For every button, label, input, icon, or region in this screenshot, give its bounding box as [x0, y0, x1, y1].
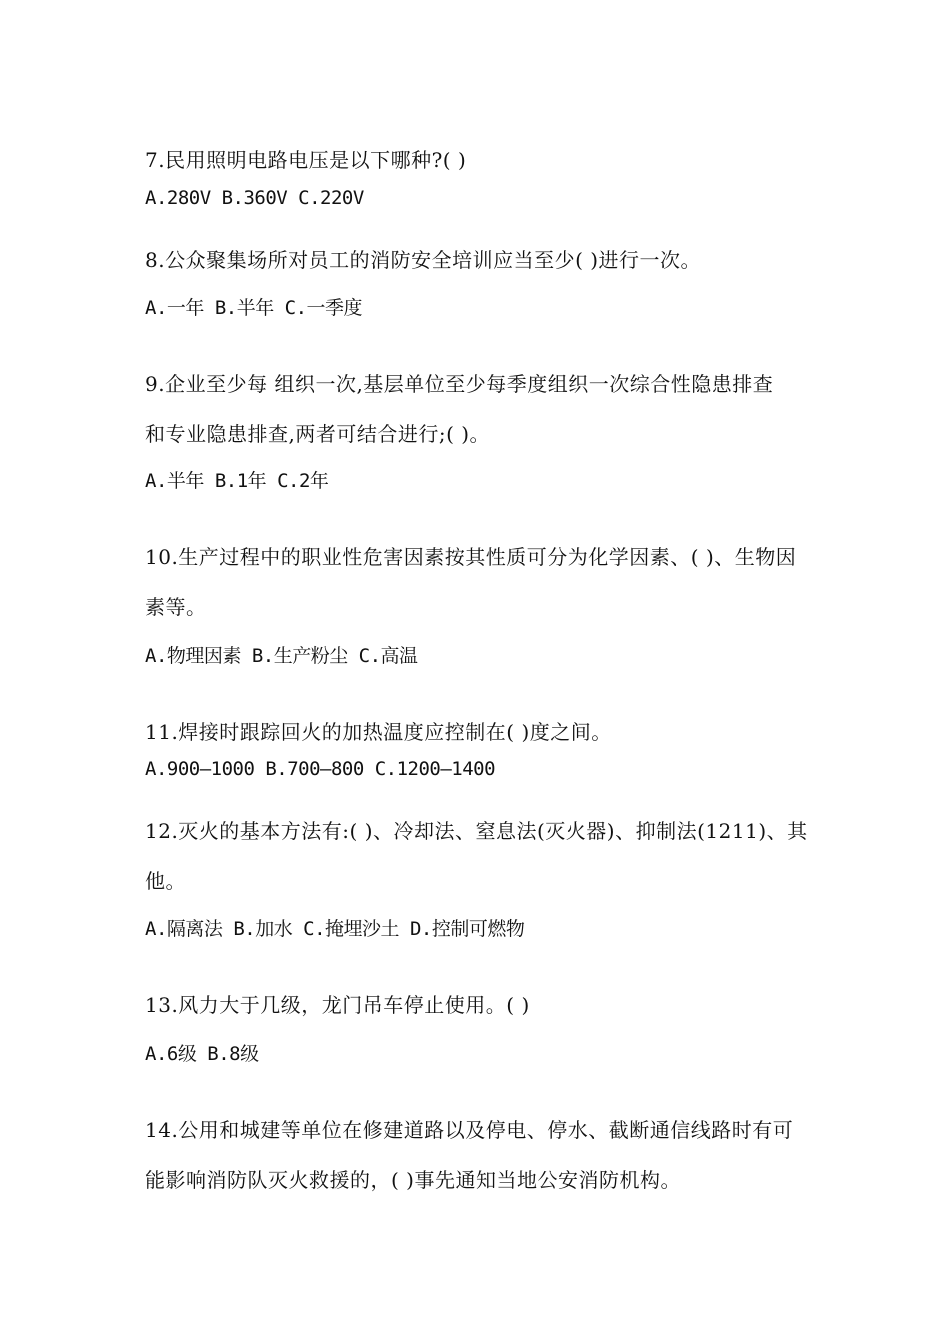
question-13-text: 13.风力大于几级，龙门吊车停止使用。( ): [145, 993, 530, 1017]
question-7-text: 7.民用照明电路电压是以下哪种?( ): [145, 148, 467, 172]
question-12-text-line-1: 12.灭火的基本方法有:( )、冷却法、窒息法(灭火器)、抑制法(1211)、其: [145, 819, 808, 843]
question-10-text-line-1: 10.生产过程中的职业性危害因素按其性质可分为化学因素、( )、生物因: [145, 545, 797, 569]
question-7-options: A.280V B.360V C.220V: [145, 187, 364, 209]
question-10-text-line-2: 素等。: [145, 595, 207, 619]
question-11-options: A.900—1000 B.700—800 C.1200—1400: [145, 758, 496, 780]
question-8-options: A.一年 B.半年 C.一季度: [145, 297, 363, 319]
question-14-text-line-2: 能影响消防队灭火救援的，( )事先通知当地公安消防机构。: [145, 1168, 681, 1192]
question-9-text-line-1: 9.企业至少每 组织一次,基层单位至少每季度组织一次综合性隐患排查: [145, 372, 774, 396]
question-13-options: A.6级 B.8级: [145, 1043, 259, 1065]
question-12-options: A.隔离法 B.加水 C.掩埋沙土 D.控制可燃物: [145, 918, 525, 940]
question-12-text-line-2: 他。: [145, 869, 186, 893]
question-9-text-line-2: 和专业隐患排查,两者可结合进行;( )。: [145, 422, 491, 446]
question-11-text: 11.焊接时跟踪回火的加热温度应控制在( )度之间。: [145, 720, 612, 744]
question-8-text: 8.公众聚集场所对员工的消防安全培训应当至少( )进行一次。: [145, 248, 702, 272]
question-10-options: A.物理因素 B.生产粉尘 C.高温: [145, 645, 418, 667]
question-14-text-line-1: 14.公用和城建等单位在修建道路以及停电、停水、截断通信线路时有可: [145, 1118, 794, 1142]
question-9-options: A.半年 B.1年 C.2年: [145, 470, 329, 492]
